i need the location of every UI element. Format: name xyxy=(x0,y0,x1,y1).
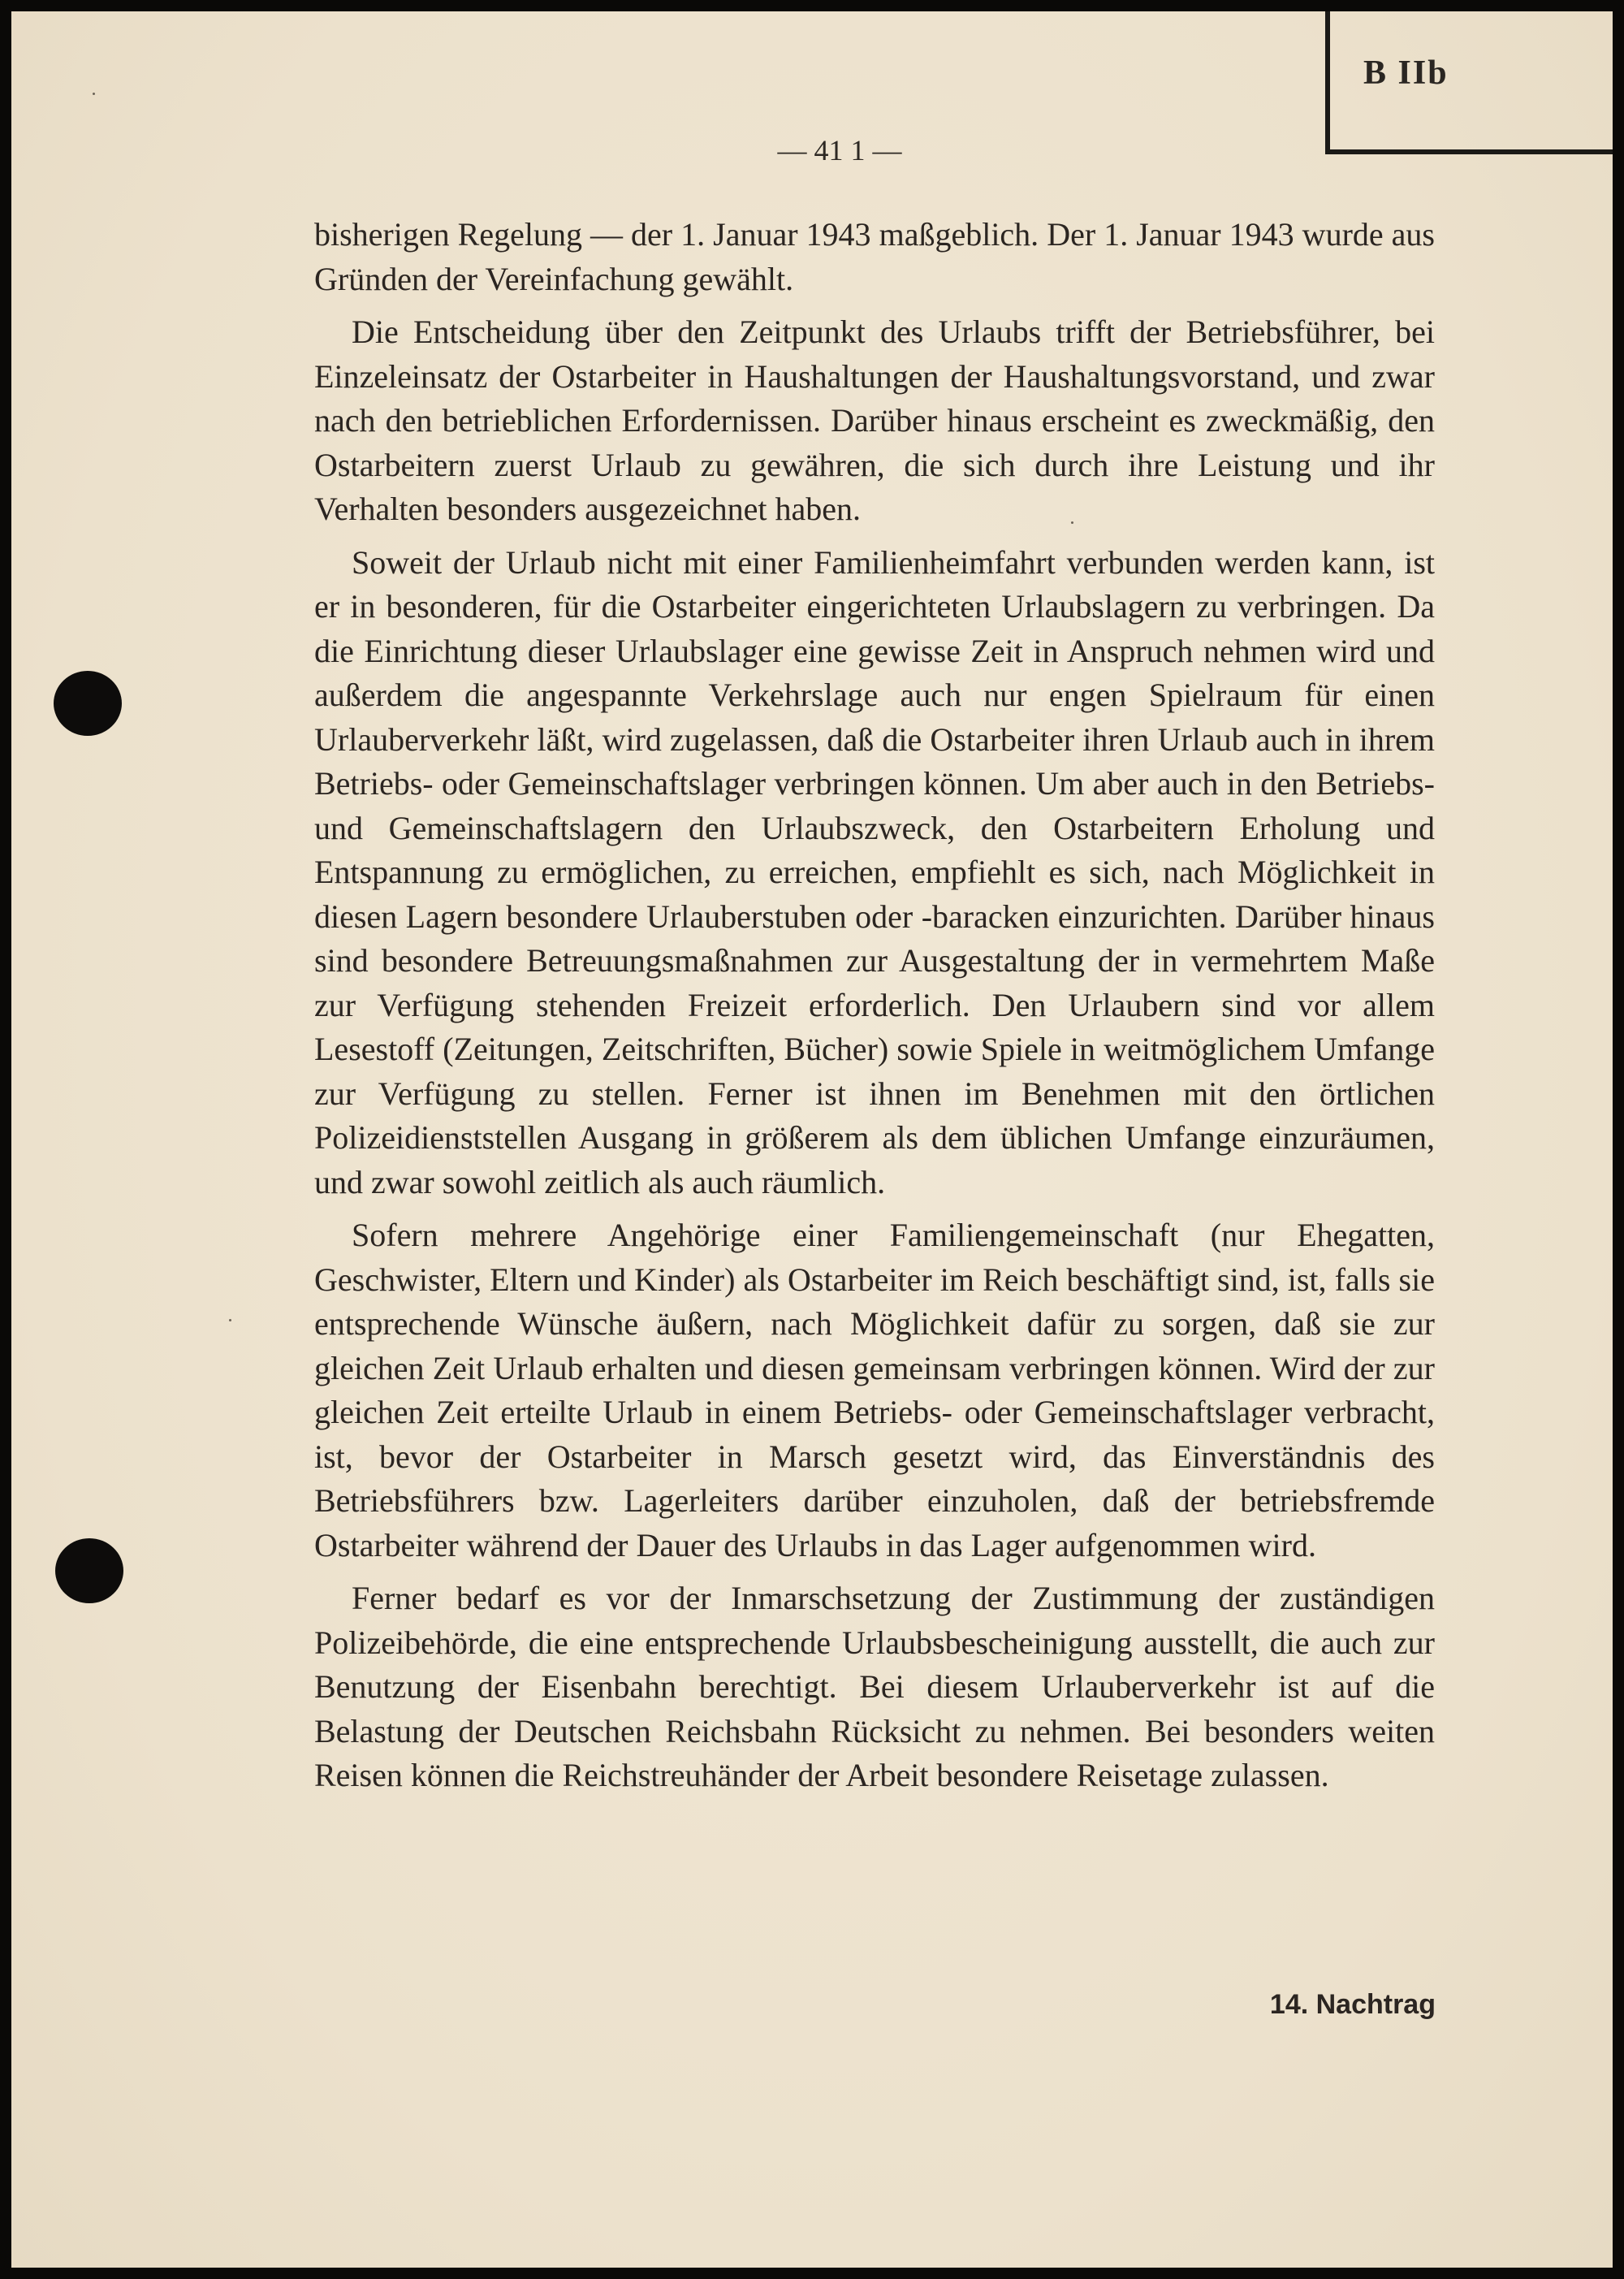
page-number: — 41 1 — xyxy=(777,134,902,166)
paragraph-polizeibehoerde: Ferner bedarf es vor der Inmarschsetzung der Zustimmung der zuständigen Polizeibehörde, die eine entsprechende Urlaubsbescheinigung ausstellt, die auch zur Benutzung der Eisenbahn berechtigt. Bei diesem Urlauberverkehr ist auf die Belastung der Deutschen Reichsbahn Rücksicht zu nehmen. Bei besonders weiten Reisen können die Reichstreuhänder der Arbeit besondere Reisetage zulassen. xyxy=(314,1580,1435,1793)
paragraph-familiengemeinschaft: Sofern mehrere Angehörige einer Familiengemeinschaft (nur Ehegatten, Geschwister, Eltern und Kinder) als Ostarbeiter im Reich beschäftigt sind, ist, falls sie entsprechende Wünsche äußern, nach Möglichkeit dafür zu sorgen, daß sie zur gleichen Zeit Urlaub erhalten und diesen gemeinsam verbringen können. Wird der zur gleichen Zeit erteilte Urlaub in einem Betriebs- oder Gemeinschaftslager verbracht, ist, bevor der Ostarbeiter in Marsch gesetzt wird, das Einverständnis des Betriebsführers bzw. Lagerleiters darüber einzuholen, daß der betriebsfremde Ostarbeiter während der Dauer des Urlaubs in das Lager aufgenommen wird. xyxy=(314,1217,1435,1563)
body-text xyxy=(314,213,1435,1807)
paper-speck xyxy=(229,1319,231,1321)
paper-speck xyxy=(93,93,95,95)
punch-hole-bottom xyxy=(55,1538,123,1603)
section-code: B IIb xyxy=(1363,54,1449,92)
supplement-label: 14. Nachtrag xyxy=(1269,1989,1436,2020)
paragraph-urlaub-zeitpunkt: Die Entscheidung über den Zeitpunkt des Urlaubs trifft der Betriebsführer, bei Einzeleinsatz der Ostarbeiter in Haushaltungen der Haushaltungsvorstand, und zwar nach den betrieblichen Erfordernissen. Darüber hinaus erscheint es zweckmäßig, den Ostarbeitern zuerst Urlaub zu gewähren, die sich durch ihre Leistung und ihr Verhalten besonders ausgezeichnet haben. xyxy=(314,314,1435,527)
punch-hole-top xyxy=(54,671,122,736)
document-page xyxy=(11,11,1613,2268)
paragraph-continuation: bisherigen Regelung — der 1. Januar 1943 maßgeblich. Der 1. Januar 1943 wurde aus Gründen der Vereinfachung gewählt. xyxy=(314,216,1435,297)
paragraph-urlaubslager: Soweit der Urlaub nicht mit einer Familienheimfahrt verbunden werden kann, ist er in besonderen, für die Ostarbeiter eingerichteten Urlaubslagern zu verbringen. Da die Einrichtung dieser Urlaubslager eine gewisse Zeit in Anspruch nehmen wird und außerdem die angespannte Verkehrslage auch nur engen Spielraum für einen Urlauberverkehr läßt, wird zugelassen, daß die Ostarbeiter ihren Urlaub auch in ihrem Betriebs- oder Gemeinschaftslager verbringen können. Um aber auch in den Betriebs- und Gemeinschaftslagern den Urlaubszweck, den Ostarbeitern Erholung und Entspannung zu ermöglichen, zu erreichen, empfiehlt es sich, nach Möglichkeit in diesen Lagern besondere Urlauberstuben oder -baracken einzurichten. Darüber hinaus sind besondere Betreuungsmaßnahmen zur Ausgestaltung der in vermehrtem Maße zur Verfügung stehenden Freizeit erforderlich. Den Urlaubern sind vor allem Lesestoff (Zeitungen, Zeitschriften, Bücher) sowie Spiele in weitmöglichem Umfange zur Verfügung zu stellen. Ferner ist ihnen im Benehmen mit den örtlichen Polizeidienststellen Ausgang in größerem als dem üblichen Umfange einzuräumen, und zwar sowohl zeitlich als auch räumlich. xyxy=(314,543,1435,1200)
